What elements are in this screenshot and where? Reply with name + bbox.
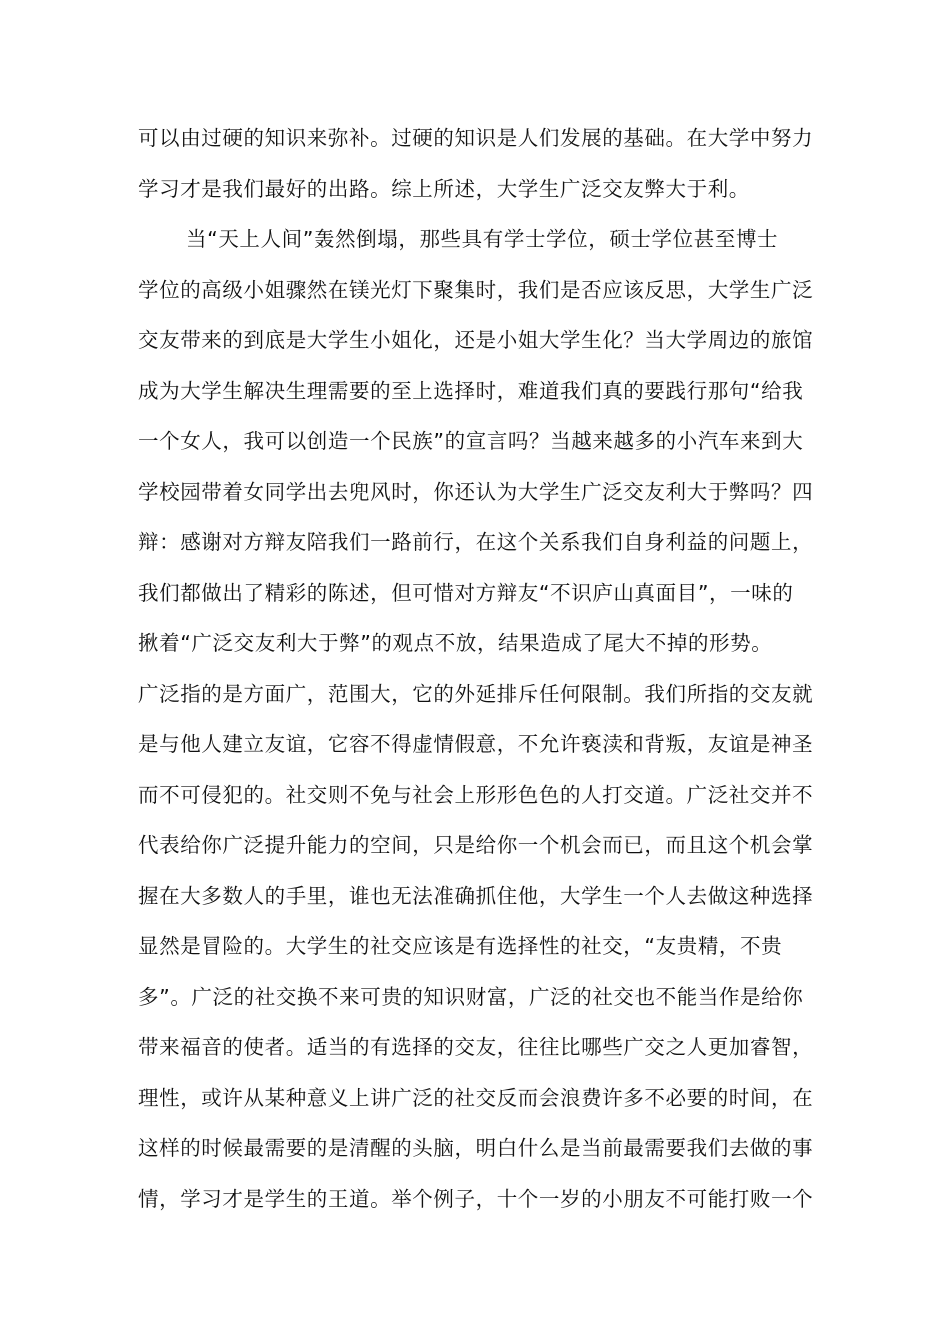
text-line: 情，学习才是学生的王道。举个例子，十个一岁的小朋友不可能打败一个 [138, 1186, 814, 1211]
text-line: 我们都做出了精彩的陈述，但可惜对方辩友“不识庐山真面目”，一味的 [138, 580, 794, 605]
text-line: 理性，或许从某种意义上讲广泛的社交反而会浪费许多不必要的时间，在 [138, 1085, 814, 1110]
text-line: 是与他人建立友谊，它容不得虚情假意，不允许亵渎和背叛，友谊是神圣 [138, 732, 814, 756]
text-line: 而不可侵犯的。社交则不免与社会上形形色色的人打交道。广泛社交并不 [138, 782, 814, 807]
text-line: 带来福音的使者。适当的有选择的交友，往往比哪些广交之人更加睿智， [138, 1035, 814, 1059]
text-line: 辩：感谢对方辩友陪我们一路前行，在这个关系我们自身利益的问题上， [138, 530, 814, 554]
text-line: 一个女人，我可以创造一个民族”的宣言吗？当越来越多的小汽车来到大 [138, 429, 804, 453]
paragraph-first-line: 当“天上人间”轰然倒塌，那些具有学士学位，硕士学位甚至博士 [186, 227, 779, 251]
text-line: 代表给你广泛提升能力的空间，只是给你一个机会而已，而且这个机会掌 [138, 833, 814, 857]
text-line: 学校园带着女同学出去兜风时，你还认为大学生广泛交友利大于弊吗？四 [138, 479, 814, 504]
text-line: 握在大多数人的手里，谁也无法准确抓住他，大学生一个人去做这种选择 [138, 883, 814, 908]
text-line: 这样的时候最需要的是清醒的头脑，明白什么是当前最需要我们去做的事 [138, 1136, 814, 1160]
text-line: 显然是冒险的。大学生的社交应该是有选择性的社交，“友贵精，不贵 [138, 934, 783, 958]
text-line: 揪着“广泛交友利大于弊”的观点不放，结果造成了尾大不掉的形势。 [138, 631, 773, 655]
text-line: 可以由过硬的知识来弥补。过硬的知识是人们发展的基础。在大学中努力 [138, 126, 814, 150]
text-line: 学习才是我们最好的出路。综上所述，大学生广泛交友弊大于利。 [138, 176, 750, 201]
text-line: 学位的高级小姐骤然在镁光灯下聚集时，我们是否应该反思，大学生广泛 [138, 277, 814, 302]
text-line: 广泛指的是方面广，范围大，它的外延排斥任何限制。我们所指的交友就 [138, 681, 814, 706]
text-line: 成为大学生解决生理需要的至上选择时，难道我们真的要践行那句“给我 [138, 378, 804, 403]
document-page [138, 119, 820, 1230]
text-line: 多”。广泛的社交换不来可贵的知识财富，广泛的社交也不能当作是给你 [138, 984, 804, 1009]
text-line: 交友带来的到底是大学生小姐化，还是小姐大学生化？当大学周边的旅馆 [138, 328, 814, 352]
